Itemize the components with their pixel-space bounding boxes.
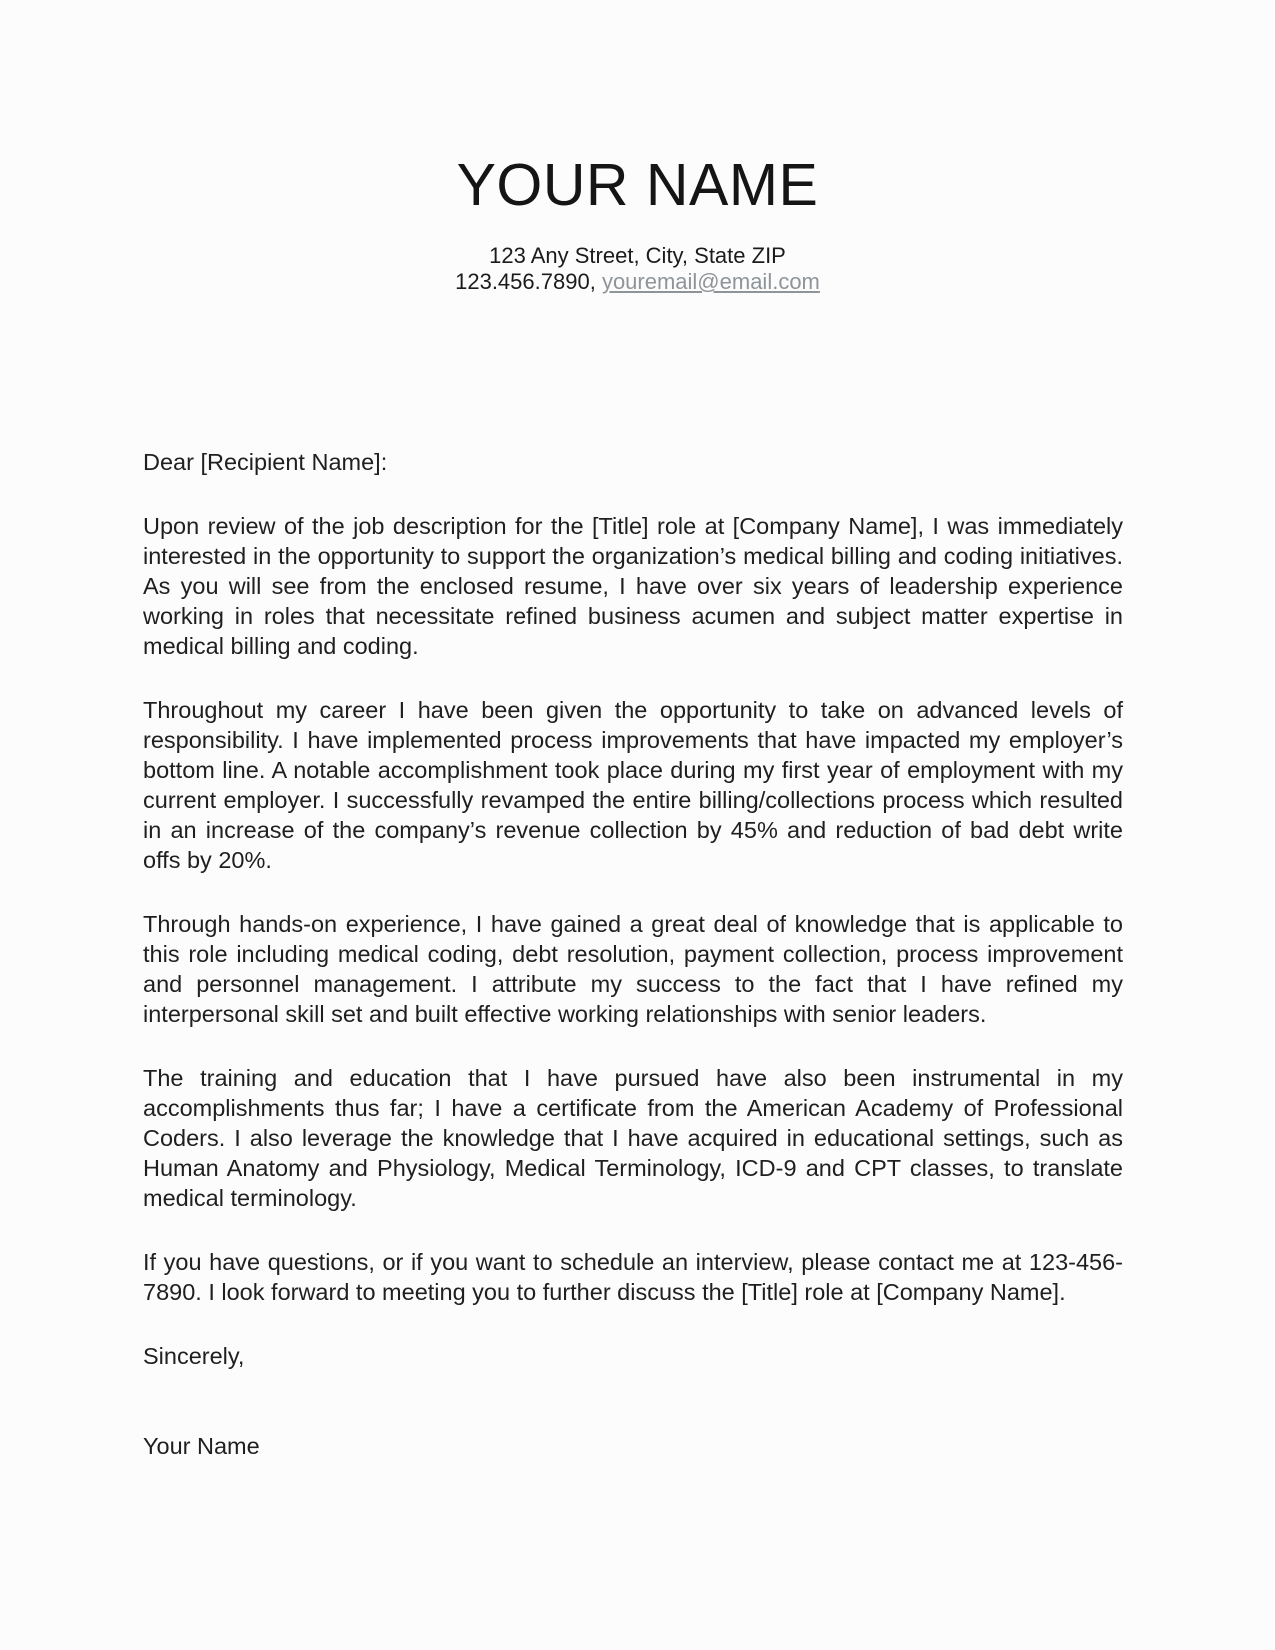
- letter-body: [143, 447, 1123, 1461]
- letter-paragraph: Through hands-on experience, I have gained a great deal of knowledge that is applicable to this role including medical coding, debt resolution, payment collection, process improvement and personnel management. I attribute my success to the fact that I have refined my interpersonal skill set and built effective working relationships with senior leaders.: [143, 911, 1123, 1027]
- signature-name: Your Name: [143, 1433, 260, 1459]
- letter-paragraph: If you have questions, or if you want to schedule an interview, please contact me at 123-456-7890. I look forward to meeting you to further discuss the [Title] role at [Company Name].: [143, 1249, 1123, 1305]
- phone-email-line: [0, 269, 1275, 295]
- contact-block: [0, 243, 1275, 295]
- letter-paragraph: Throughout my career I have been given the opportunity to take on advanced levels of responsibility. I have implemented process improvements that have impacted my employer’s bottom line. A notable accomplishment took place during my first year of employment with my current employer. I successfully revamped the entire billing/collections process which resulted in an increase of the company’s revenue collection by 45% and reduction of bad debt write offs by 20%.: [143, 697, 1123, 873]
- greeting: Dear [Recipient Name]:: [143, 449, 388, 475]
- letter-paragraph: Upon review of the job description for the [Title] role at [Company Name], I was immediately interested in the opportunity to support the organization’s medical billing and coding initiatives. As you will see from the enclosed resume, I have over six years of leadership experience working in roles that necessitate refined business acumen and subject matter expertise in medical billing and coding.: [143, 513, 1123, 659]
- closing: Sincerely,: [143, 1343, 245, 1369]
- page-title: YOUR NAME: [456, 152, 819, 218]
- phone-number: 123.456.7890,: [455, 269, 596, 294]
- letter-paragraph: The training and education that I have pursued have also been instrumental in my accomplishments thus far; I have a certificate from the American Academy of Professional Coders. I also leverage the knowledge that I have acquired in educational settings, such as Human Anatomy and Physiology, Medical Terminology, ICD-9 and CPT classes, to translate medical terminology.: [143, 1065, 1123, 1211]
- address-line: 123 Any Street, City, State ZIP: [489, 243, 786, 268]
- email-link[interactable]: youremail@email.com: [601, 269, 820, 294]
